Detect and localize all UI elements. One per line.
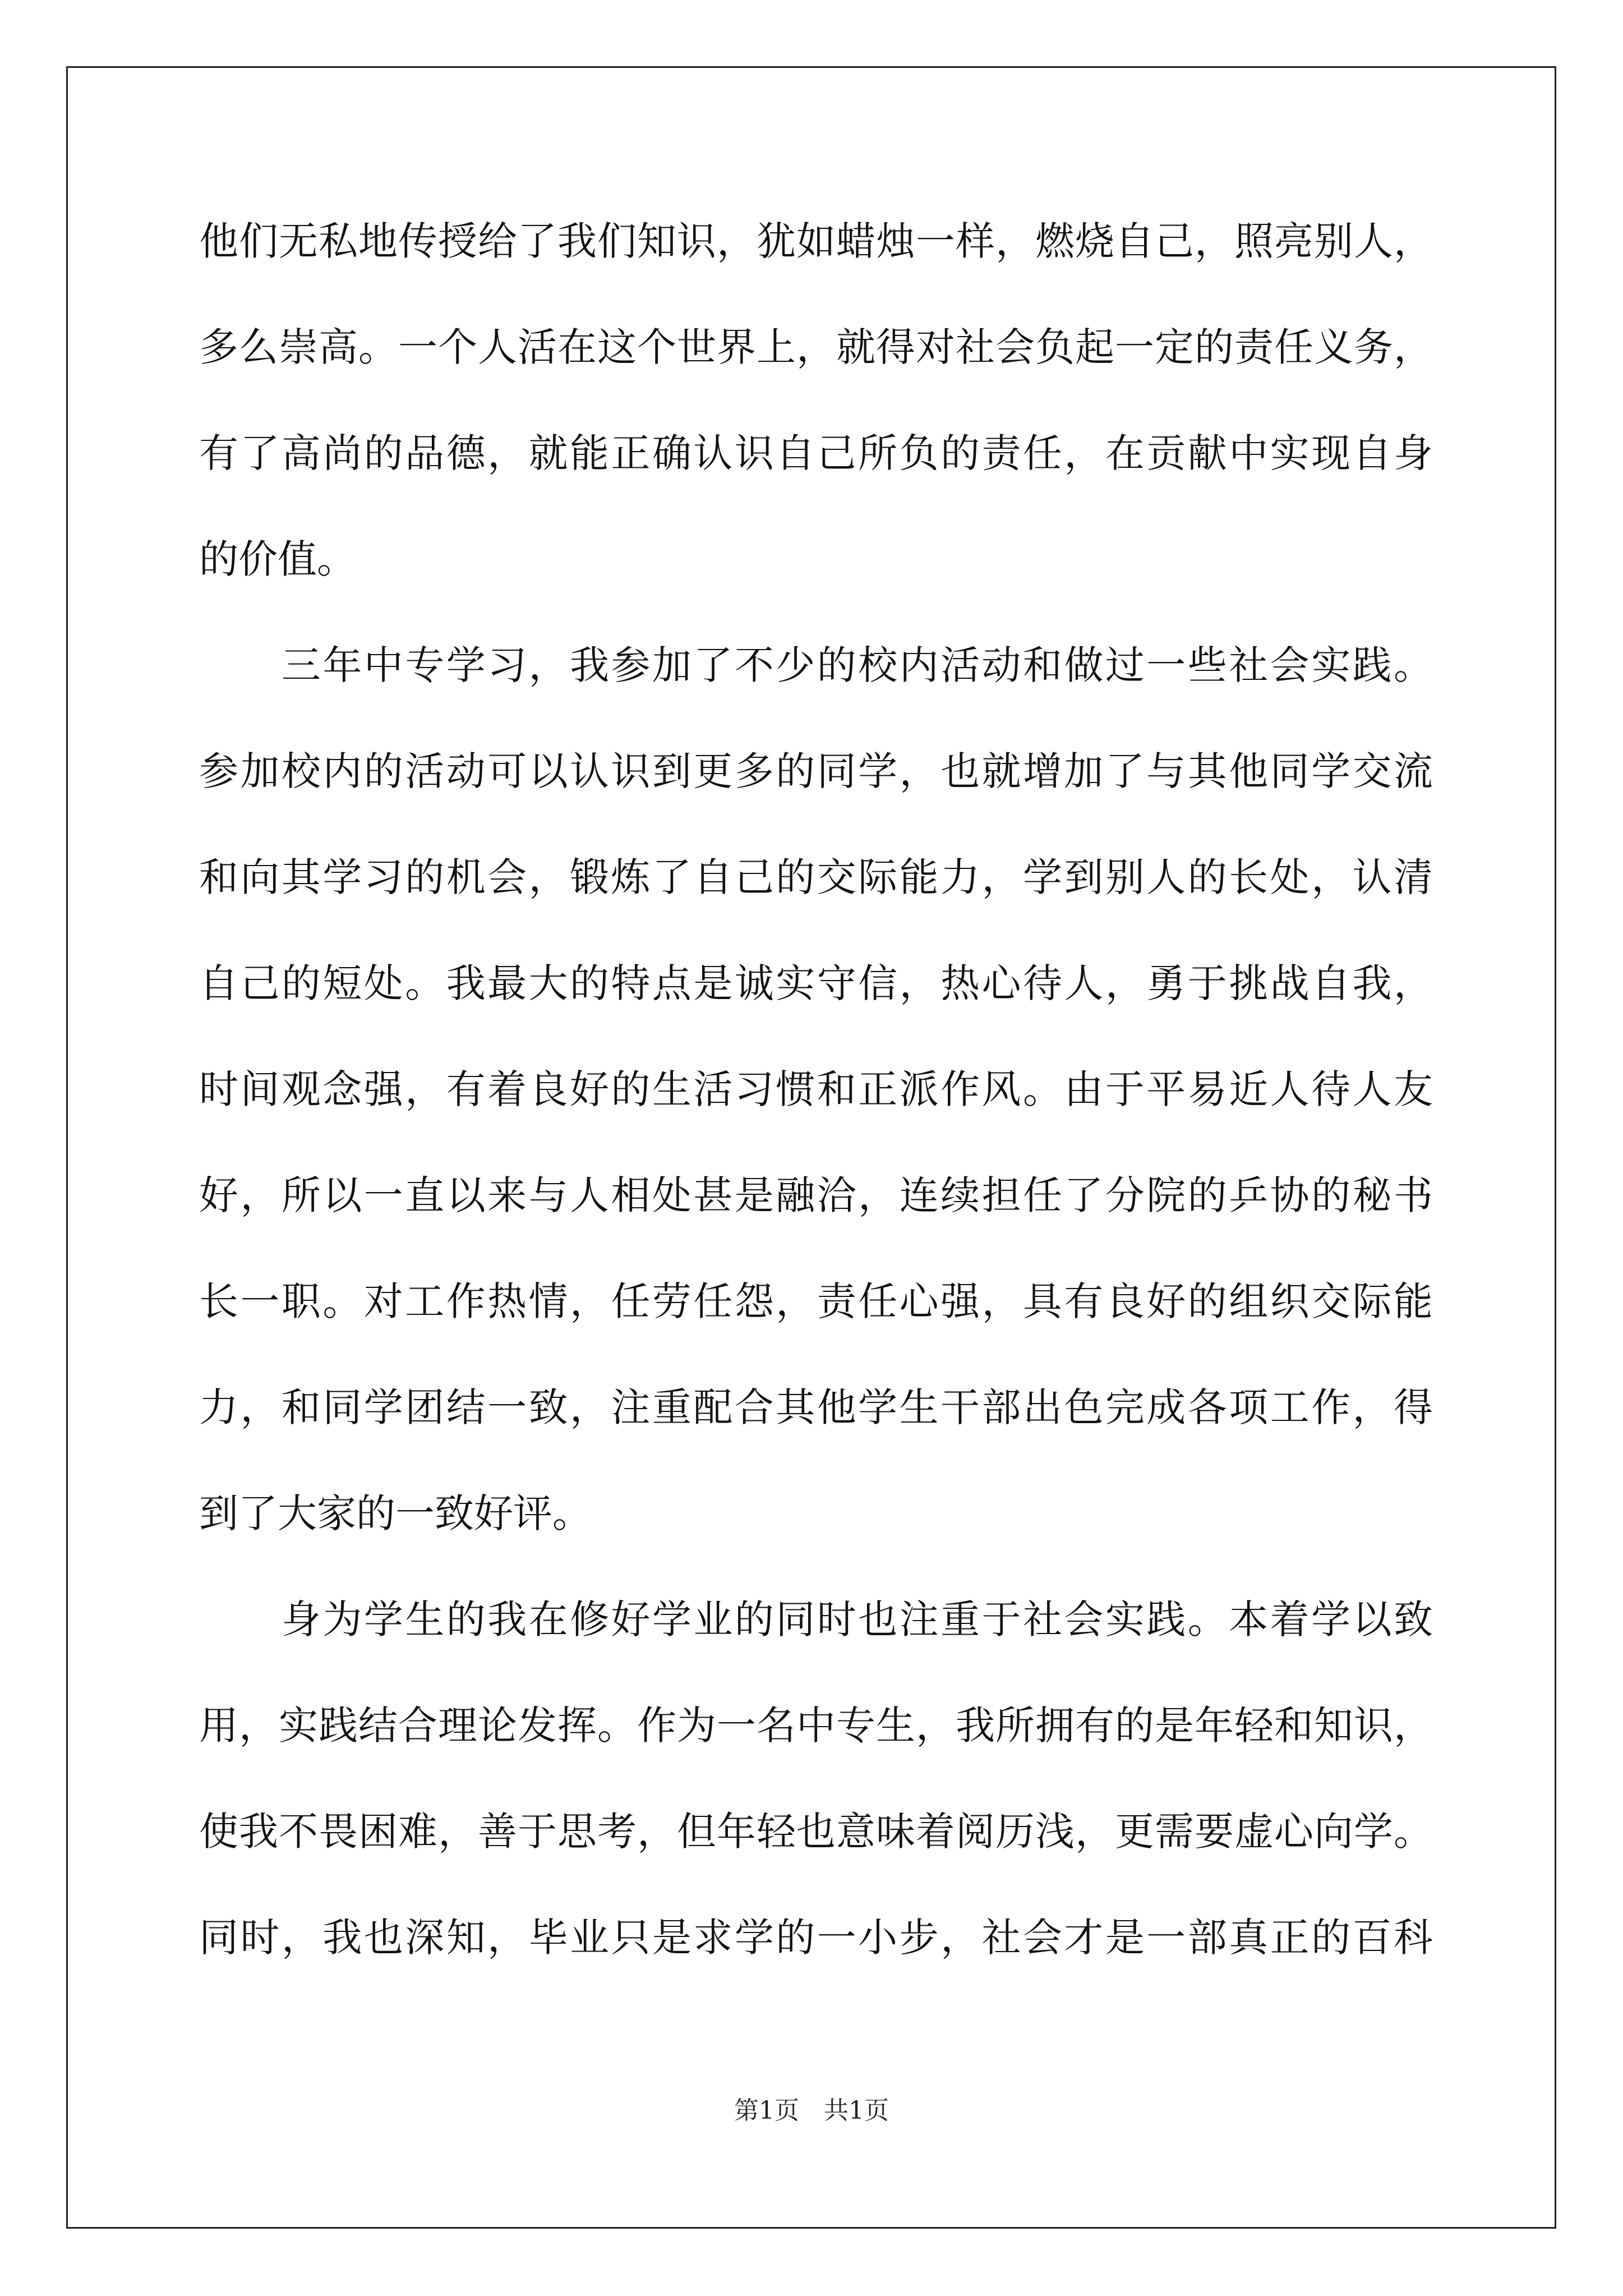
page-number-footer: 第1页 共1页: [734, 2096, 889, 2125]
text-line: 他们无私地传授给了我们知识，犹如蜡烛一样，燃烧自己，照亮别人，: [199, 218, 1433, 264]
text-line: 参加校内的活动可以认识到更多的同学，也就增加了与其他同学交流: [199, 748, 1433, 794]
text-line: 三年中专学习，我参加了不少的校内活动和做过一些社会实践。: [282, 642, 1433, 688]
page-border: [66, 66, 1556, 2229]
text-line: 有了高尚的品德，就能正确认识自己所负的责任，在贡献中实现自身: [199, 430, 1433, 476]
text-line: 多么崇高。一个人活在这个世界上，就得对社会负起一定的责任义务，: [199, 324, 1433, 370]
text-line: 自己的短处。我最大的特点是诚实守信，热心待人，勇于挑战自我，: [199, 960, 1433, 1006]
text-line: 好，所以一直以来与人相处甚是融洽，连续担任了分院的乒协的秘书: [199, 1172, 1433, 1218]
text-line: 使我不畏困难，善于思考，但年轻也意味着阅历浅，更需要虚心向学。: [199, 1809, 1433, 1855]
text-line: 长一职。对工作热情，任劳任怨，责任心强，具有良好的组织交际能: [199, 1278, 1433, 1324]
text-line: 到了大家的一致好评。: [199, 1490, 592, 1536]
text-line: 时间观念强，有着良好的生活习惯和正派作风。由于平易近人待人友: [199, 1066, 1433, 1112]
text-line: 的价值。: [199, 536, 356, 582]
text-line: 和向其学习的机会，锻炼了自己的交际能力，学到别人的长处，认清: [199, 854, 1433, 900]
text-line: 身为学生的我在修好学业的同时也注重于社会实践。本着学以致: [282, 1596, 1433, 1642]
text-line: 用，实践结合理论发挥。作为一名中专生，我所拥有的是年轻和知识，: [199, 1703, 1433, 1749]
text-line: 同时，我也深知，毕业只是求学的一小步，社会才是一部真正的百科: [199, 1915, 1433, 1961]
text-line: 力，和同学团结一致，注重配合其他学生干部出色完成各项工作，得: [199, 1384, 1433, 1430]
